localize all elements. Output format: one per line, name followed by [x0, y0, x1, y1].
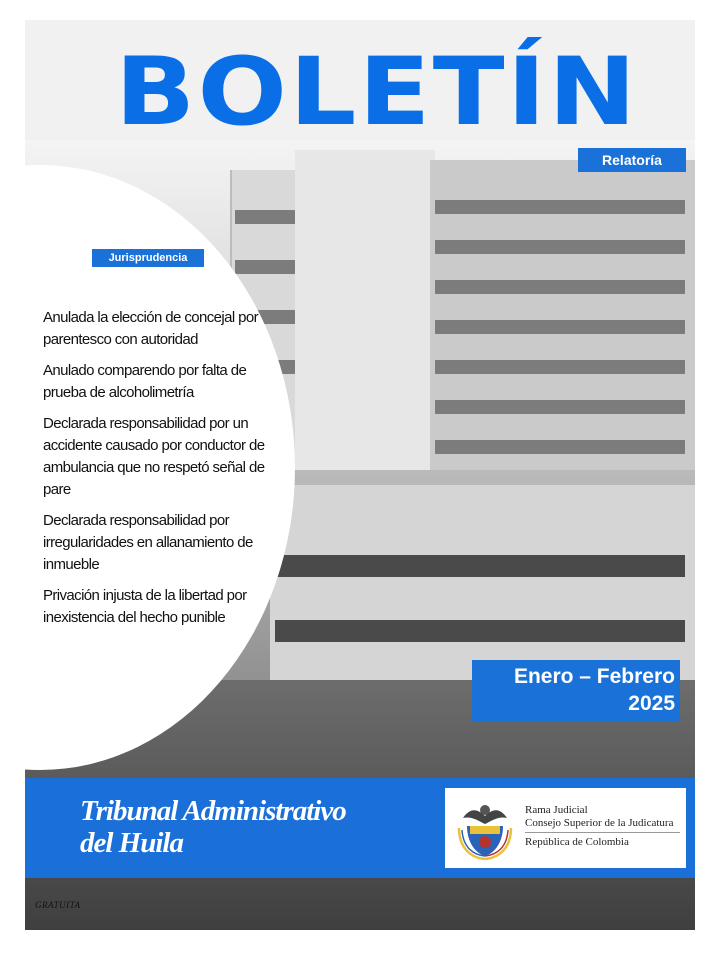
photo-tower-middle [295, 150, 435, 470]
court-name-line1: Tribunal Administrativo [80, 795, 346, 827]
relatoria-badge: Relatoría [578, 148, 686, 172]
photo-window-band [235, 210, 295, 224]
headline-item: Anulada la elección de concejal por parentesco con autoridad [43, 309, 258, 348]
photo-window-band [235, 260, 295, 274]
section-badge: Jurisprudencia [92, 249, 204, 267]
cover-page [25, 20, 695, 930]
photo-lower-windows [275, 620, 685, 642]
rama-line-2: Consejo Superior de la Judicatura [525, 817, 674, 829]
photo-window-band [435, 400, 685, 414]
headline-item: Privación injusta de la libertad por inexistencia del hecho punible [43, 587, 247, 626]
court-name-line2: del Huila [80, 827, 183, 859]
headline-item: Declarada responsabilidad por un accidente causado por conductor de ambulancia que no respetó señal de pare [43, 415, 265, 498]
rama-line-1: Rama Judicial [525, 804, 588, 816]
colombia-coat-of-arms-icon [455, 796, 515, 860]
period-year: 2025 [628, 692, 675, 715]
photo-window-band [435, 320, 685, 334]
headline-list [43, 307, 271, 638]
photo-window-band [435, 240, 685, 254]
price-note: GRATUITA [35, 900, 81, 910]
photo-window-band [435, 360, 685, 374]
period-box [472, 660, 680, 722]
photo-window-band [435, 440, 685, 454]
court-name [80, 795, 346, 859]
headline-item: Declarada responsabilidad por irregularidades en allanamiento de inmueble [43, 512, 253, 573]
rama-judicial-text [525, 804, 680, 849]
rama-judicial-logo [445, 788, 686, 868]
rama-divider [525, 832, 680, 833]
bulletin-title: BOLETÍN [115, 38, 639, 147]
photo-window-band [435, 280, 685, 294]
photo-lower-windows [275, 555, 685, 577]
headline-item: Anulado comparendo por falta de prueba de alcoholimetría [43, 362, 247, 401]
rama-line-3: República de Colombia [525, 836, 629, 848]
period-months: Enero – Febrero [513, 665, 675, 688]
photo-window-band [435, 200, 685, 214]
